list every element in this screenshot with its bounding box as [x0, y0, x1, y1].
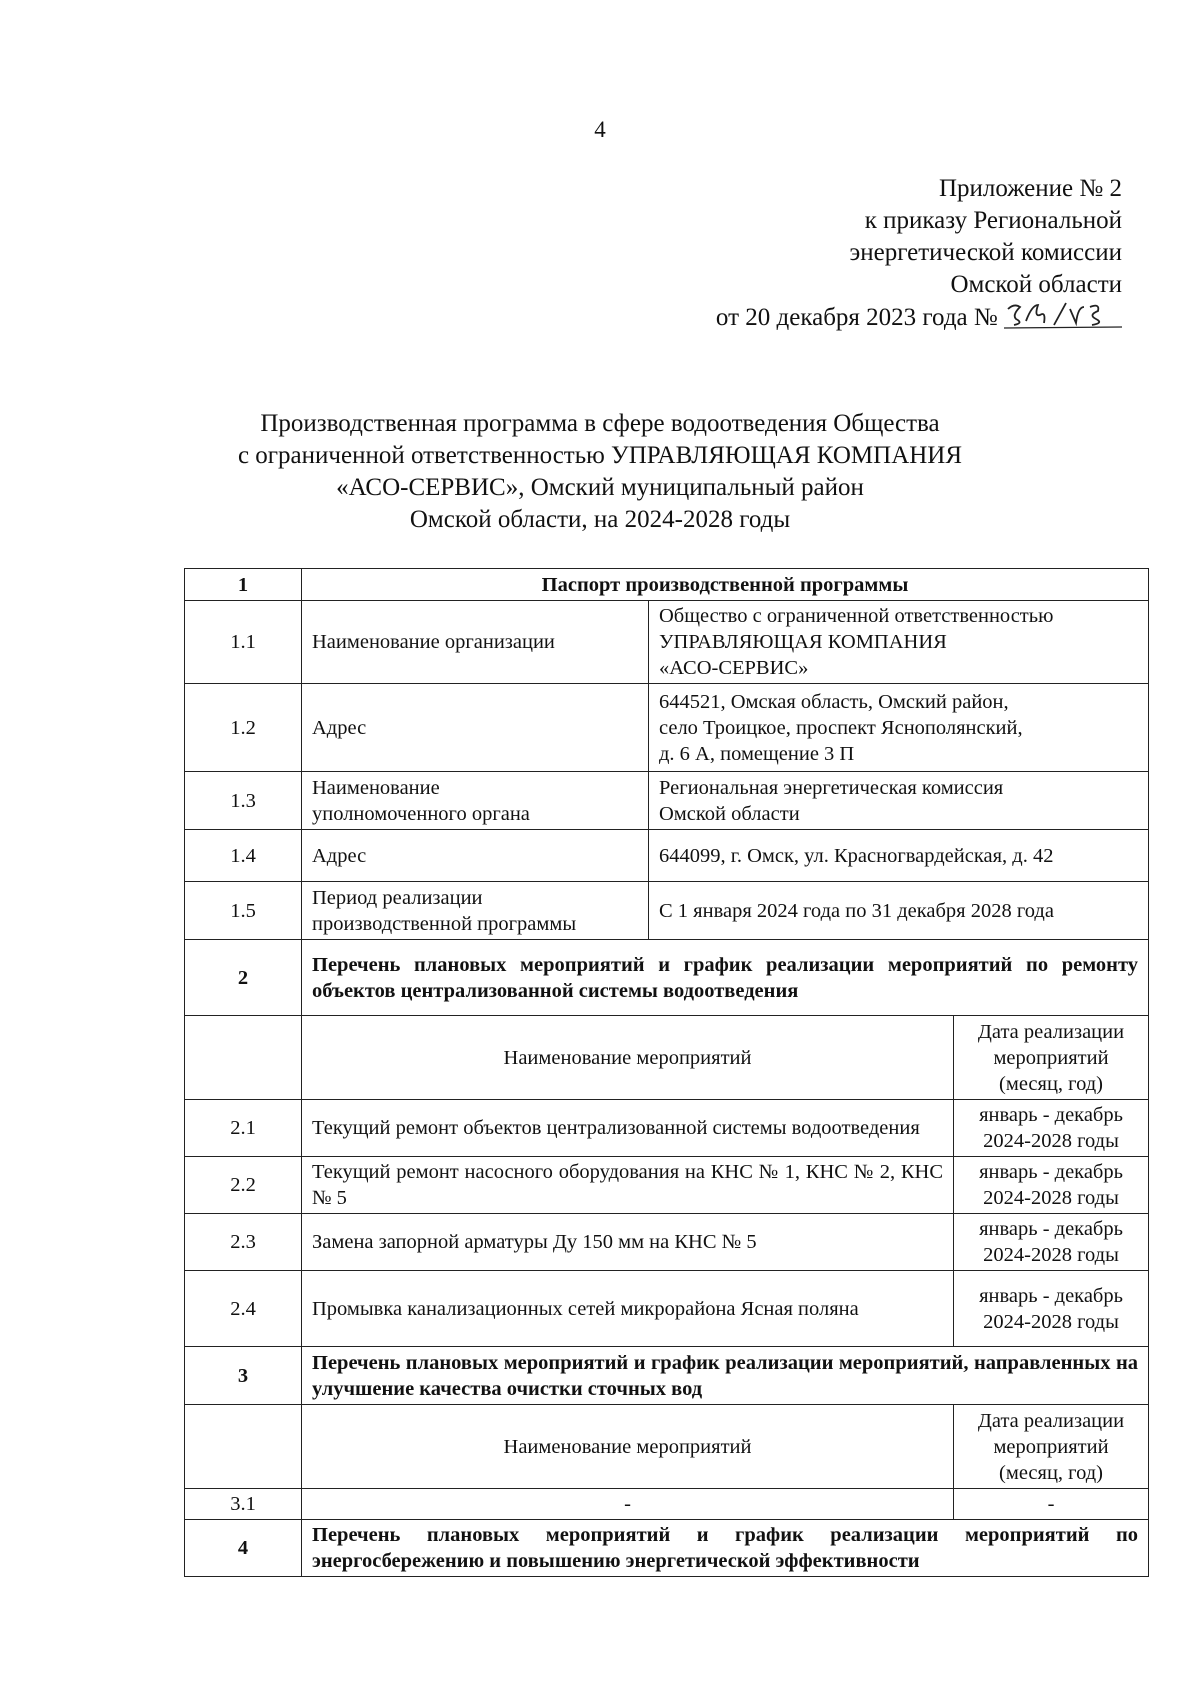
appendix-line: энергетической комиссии [849, 239, 1122, 266]
table-row [185, 569, 1149, 601]
table-row [185, 601, 1149, 684]
row-number: 2.4 [185, 1271, 302, 1347]
row-value [649, 684, 1149, 772]
table-row [185, 684, 1149, 772]
activity-name: Замена запорной арматуры Ду 150 мм на КНС № 5 [302, 1214, 954, 1271]
appendix-line: Омской области [950, 271, 1122, 298]
activity-name: Текущий ремонт объектов централизованной системы водоотведения [302, 1100, 954, 1157]
section-header: Перечень плановых мероприятий и график реализации мероприятий по энергосбережению и повышению энергетической эффективности [302, 1520, 1149, 1577]
production-program-table [184, 568, 1149, 1577]
section-header: Перечень плановых мероприятий и график реализации мероприятий, направленных на улучшение качества очистки сточных вод [302, 1347, 1149, 1405]
table-row [185, 1271, 1149, 1347]
table-row [185, 1520, 1149, 1577]
row-number: 1.4 [185, 830, 302, 882]
title-line: с ограниченной ответственностью УПРАВЛЯЮЩАЯ КОМПАНИЯ [237, 442, 963, 469]
table-row [185, 882, 1149, 940]
value-line: 644521, Омская область, Омский район, [659, 690, 1009, 713]
column-header-name: Наименование мероприятий [302, 1016, 954, 1100]
row-value [649, 772, 1149, 830]
appendix-line: к приказу Региональной [864, 207, 1122, 234]
empty-cell [185, 1405, 302, 1489]
activity-date [954, 1271, 1149, 1347]
column-header-date [954, 1016, 1149, 1100]
date-line: 2024-2028 годы [983, 1187, 1119, 1209]
header-line: Дата реализации [977, 1020, 1125, 1043]
table-row [185, 1100, 1149, 1157]
appendix-block [716, 173, 1122, 334]
date-line: 2024-2028 годы [983, 1130, 1119, 1152]
section-header: Паспорт производственной программы [302, 569, 1149, 601]
table-row [185, 1347, 1149, 1405]
date-line: январь - декабрь [979, 1218, 1123, 1240]
section-number: 1 [185, 569, 302, 601]
label-line: производственной программы [312, 912, 577, 935]
header-line: (месяц, год) [999, 1461, 1103, 1484]
handwritten-number-signature [1004, 301, 1122, 329]
date-line: январь - декабрь [979, 1284, 1123, 1307]
row-number: 1.1 [185, 601, 302, 684]
table-row [185, 1214, 1149, 1271]
table-row [185, 1489, 1149, 1520]
value-line: «АСО-СЕРВИС» [659, 657, 809, 679]
date-line: 2024-2028 годы [983, 1244, 1119, 1266]
empty-cell [185, 1016, 302, 1100]
value-line: село Троицкое, проспект Яснополянский, [659, 716, 1023, 739]
table-row [185, 1405, 1149, 1489]
title-line: «АСО-СЕРВИС», Омский муниципальный район [336, 474, 864, 501]
row-label [302, 882, 649, 940]
row-label: Наименование организации [302, 601, 649, 684]
appendix-line: от 20 декабря 2023 года № [715, 304, 998, 331]
value-line: Омской области [659, 802, 800, 825]
label-line: Период реализации [312, 886, 483, 909]
header-line: Дата реализации [977, 1409, 1125, 1432]
header-line: мероприятий [993, 1046, 1109, 1069]
activity-name: Текущий ремонт насосного оборудования на КНС № 1, КНС № 2, КНС № 5 [302, 1157, 954, 1214]
header-line: (месяц, год) [999, 1072, 1103, 1095]
appendix-date-line [716, 301, 1122, 334]
table-row [185, 830, 1149, 882]
table-row [185, 1157, 1149, 1214]
row-number: 2.3 [185, 1214, 302, 1271]
header-line: мероприятий [993, 1435, 1109, 1458]
activity-date [954, 1214, 1149, 1271]
date-line: 2024-2028 годы [983, 1310, 1119, 1333]
row-label [302, 772, 649, 830]
label-line: уполномоченного органа [312, 802, 530, 825]
table-row [185, 772, 1149, 830]
label-line: Наименование [312, 776, 440, 799]
value-line: Региональная энергетическая комиссия [659, 776, 1004, 799]
row-number: 1.5 [185, 882, 302, 940]
title-line: Производственная программа в сфере водоотведения Общества [260, 410, 940, 437]
title-line: Омской области, на 2024-2028 годы [409, 506, 791, 533]
appendix-line: Приложение № 2 [938, 175, 1122, 202]
section-header: Перечень плановых мероприятий и график реализации мероприятий по ремонту объектов централизованной системы водоотведения [302, 940, 1149, 1016]
table-row [185, 1016, 1149, 1100]
column-header-name: Наименование мероприятий [302, 1405, 954, 1489]
row-number: 2.2 [185, 1157, 302, 1214]
value-line: д. 6 А, помещение 3 П [659, 742, 855, 765]
activity-name: Промывка канализационных сетей микрорайона Ясная поляна [302, 1271, 954, 1347]
row-number: 1.2 [185, 684, 302, 772]
page-number: 4 [594, 117, 606, 142]
row-value: С 1 января 2024 года по 31 декабря 2028 года [649, 882, 1149, 940]
date-line: январь - декабрь [979, 1161, 1123, 1183]
row-label: Адрес [302, 830, 649, 882]
row-value: 644099, г. Омск, ул. Красногвардейская, д. 42 [649, 830, 1149, 882]
activity-name: - [302, 1489, 954, 1520]
row-value [649, 601, 1149, 684]
date-line: январь - декабрь [979, 1104, 1123, 1126]
section-number: 4 [185, 1520, 302, 1577]
activity-date [954, 1157, 1149, 1214]
row-label: Адрес [302, 684, 649, 772]
row-number: 2.1 [185, 1100, 302, 1157]
column-header-date [954, 1405, 1149, 1489]
row-number: 3.1 [185, 1489, 302, 1520]
value-line: УПРАВЛЯЮЩАЯ КОМПАНИЯ [659, 631, 947, 653]
document-title [0, 408, 1200, 536]
section-number: 2 [185, 940, 302, 1016]
activity-date: - [954, 1489, 1149, 1520]
value-line: Общество с ограниченной ответственностью [659, 605, 1054, 627]
row-number: 1.3 [185, 772, 302, 830]
activity-date [954, 1100, 1149, 1157]
section-number: 3 [185, 1347, 302, 1405]
table-row [185, 940, 1149, 1016]
